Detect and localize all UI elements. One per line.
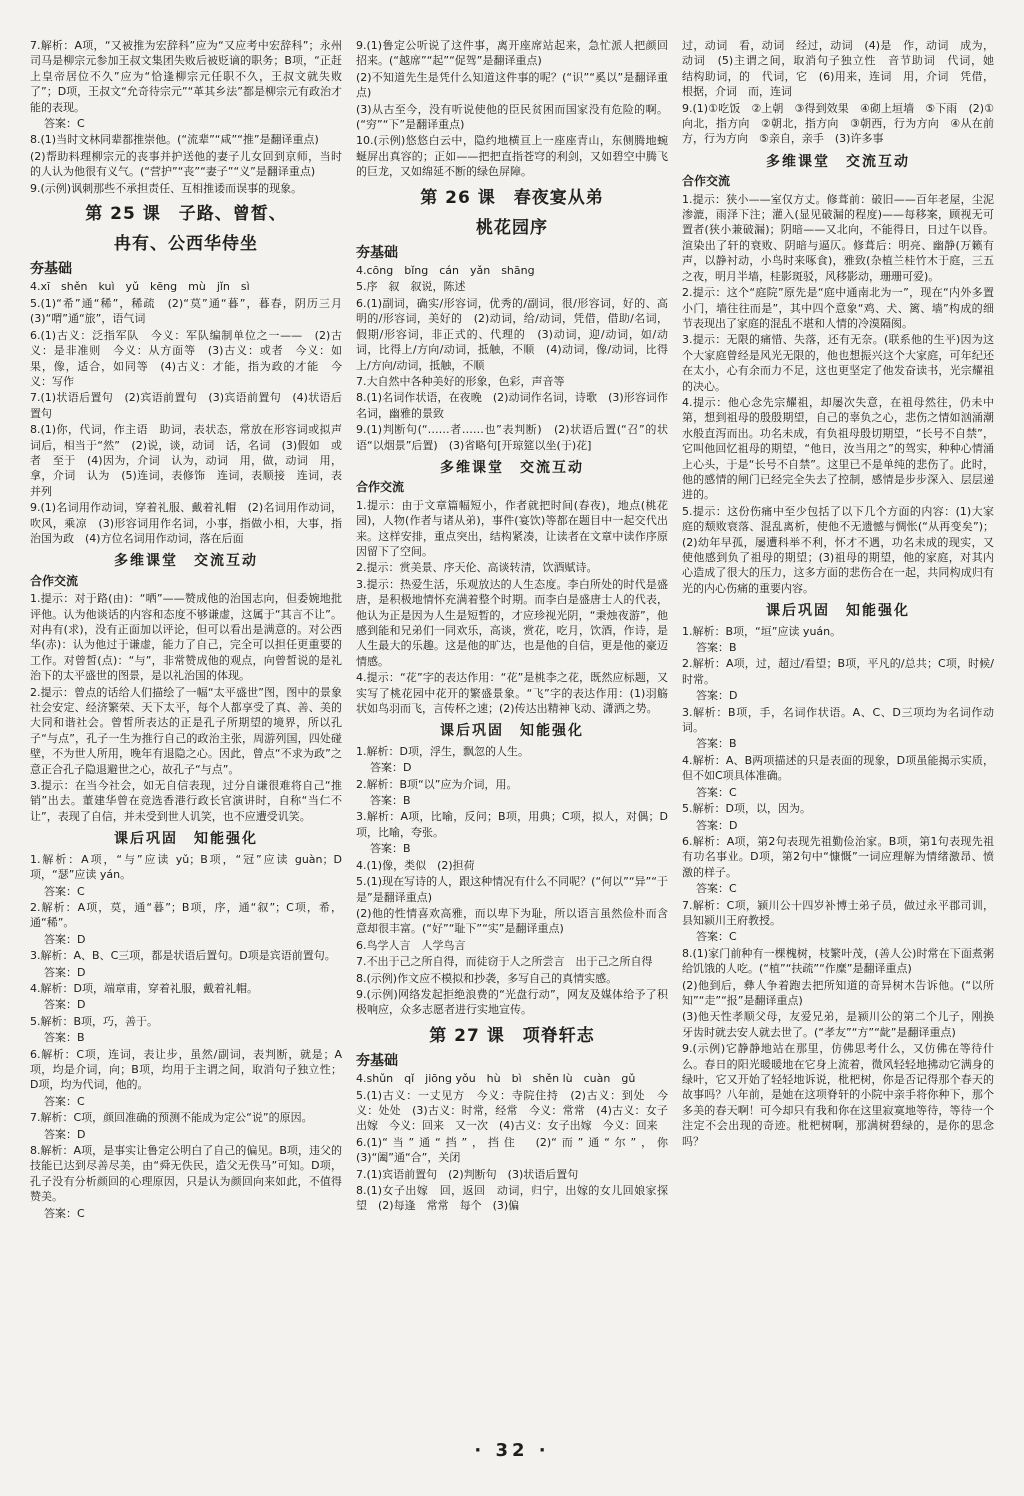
section-heading: 夯基础 bbox=[356, 244, 398, 261]
paragraph: 2.提示：赏美景、序天伦、高谈转清，饮酒赋诗。 bbox=[356, 561, 598, 575]
section-banner: 多维课堂 交流互动 bbox=[114, 553, 258, 570]
paragraph: 6.(1)副词，确实/形容词，优秀的/副词，很/形容词，好的、高明的/形容词，美好的 (2)动词，给/动词，凭借，借助/名词，假期/形容词，非正式的、代理的 (3)动词，迎/动词，如/动词，比得上/方向/动词，抵触，不顺 (4)动词，像/动词，比得上/方向/动词，抵触，不顺 bbox=[356, 296, 668, 372]
paragraph: (2)他的性情喜欢高雅，而以卑下为耻，所以语言虽然俭朴而含意却很丰富。(“好”“耻下”“实”是翻译重点) bbox=[356, 906, 668, 936]
paragraph: 3.解析：B项，手，名词作状语。A、C、D三项均为名词作动词。 bbox=[682, 705, 994, 735]
paragraph: 1.解析：A项，“与”应读 yǔ；B项，“冠”应读 guàn；D项，“瑟”应读 yán。 bbox=[30, 852, 342, 882]
paragraph: 8.(1)家门前种有一棵槐树，枝繁叶茂，(善人公)时常在下面煮粥给饥饿的人吃。(“植”“扶疏”“作糜”是翻译重点) bbox=[682, 946, 994, 976]
paragraph: 9.(1)鲁定公听说了这件事，离开座席站起来，急忙派人把颜回招来。(“越席”“起”“促驾”是翻译重点) bbox=[356, 39, 668, 68]
answer-line: 答案：C bbox=[44, 884, 85, 898]
section-banner: 课后巩固 知能强化 bbox=[766, 603, 910, 620]
paragraph: 9.(示例)网络发起拒绝浪费的“光盘行动”，网友及媒体给予了积极响应，众多志愿者进行实地宣传。 bbox=[356, 987, 668, 1017]
paragraph: (3)从古至今，没有听说使他的臣民贫困而国家没有危险的啊。(“穷”“下”是翻译重点) bbox=[356, 102, 668, 132]
paragraph: 2.提示：曾点的话给人们描绘了一幅“太平盛世”图，图中的景象社会安定、经济繁荣、天下太平，每个人都享受了真、善、美的大同和谐社会。曾皙所表达的正是孔子所期望的境界，所以孔子“与点”，孔子一生为推行自己的政治主张，周游列国，四处碰壁，不为世人所用，晚年有退隐之心。因此，曾点“不求为政”之意正合孔子隐退避世之心，故孔子“与点”。 bbox=[30, 685, 342, 776]
paragraph: (3)他天性孝顺父母，友爱兄弟，是颍川公的第二个儿子，刚换牙齿时就去安人就去世了。(“孝友”“方”“龀”是翻译重点) bbox=[682, 1010, 994, 1039]
section-heading: 夯基础 bbox=[356, 1052, 398, 1069]
paragraph: 5.(1)现在写诗的人，跟这种情况有什么不同呢？(“何以”“异”“于是”是翻译重点) bbox=[356, 875, 668, 904]
paragraph: 4.解析：D项，端章甫，穿着礼服，戴着礼帽。 bbox=[30, 981, 258, 995]
paragraph: 5.解析：D项，以，因为。 bbox=[682, 802, 811, 816]
section-banner: 多维课堂 交流互动 bbox=[766, 153, 910, 170]
paragraph: 3.提示：热爱生活，乐观放达的人生态度。李白所处的时代是盛唐，是积极地情怀充满着整个时期。而李白是盛唐士人的代表，他认为正是因为人生是短暂的，才应珍视光阴，“秉烛夜游”，他感到能和兄弟们一同欢乐，高谈，赏花，吃月，饮酒，作诗，是人生最大的乐趣。这是他的旷达，也是他的自信，更是他的豪迈情感。 bbox=[356, 577, 668, 668]
paragraph: 2.解析：A项，过，超过/看望；B项，平凡的/总共；C项，时候/时常。 bbox=[682, 657, 994, 686]
paragraph: 7.解析：A项，“又被推为宏辞科”应为“又应考中宏辞科”；永州司马是柳宗元参加王叔文集团失败后被贬谪的职务；B项，“正赶上皇帝居位不久”应为“恰逢柳宗元任职不久，王叔文就失败了”；D项，王叔文“允奇待宗元”“革其乡法”都是柳宗元有政治才能的表现。 bbox=[30, 39, 342, 114]
subsection-heading: 合作交流 bbox=[682, 174, 731, 189]
answer-line: 答案：C bbox=[44, 117, 85, 131]
paragraph: 7.(1)宾语前置句 (2)判断句 (3)状语后置句 bbox=[356, 1167, 579, 1181]
paragraph: 8.(1)女子出嫁 回，返回 动词，归宁，出嫁的女儿回娘家探望 (2)每逢 常常 每个 (3)偏 bbox=[356, 1184, 668, 1213]
answer-line: 答案：C bbox=[696, 882, 737, 896]
paragraph: 4.cōng bǐng cán yǎn shāng bbox=[356, 264, 535, 278]
paragraph: 7.大自然中各种美好的形象，色彩，声音等 bbox=[356, 374, 565, 388]
answer-line: 答案：B bbox=[370, 842, 411, 856]
answer-line: 答案：D bbox=[44, 932, 86, 946]
answer-line: 答案：D bbox=[696, 689, 738, 703]
paragraph: 3.提示：在当今社会，如无自信表现，过分自谦很难将自己“推销”出去。董建华曾在竞选香港行政长官演讲时，自称“当仁不让”，表现了自信，并未受到世人讥笑，也不应遭受讥笑。 bbox=[30, 779, 342, 823]
answer-line: 答案：D bbox=[44, 1127, 86, 1141]
section-banner: 课后巩固 知能强化 bbox=[440, 723, 584, 740]
lesson-title: 第 25 课 子路、曾皙、 bbox=[85, 204, 287, 225]
answer-line: 答案：B bbox=[370, 794, 411, 808]
paragraph: 4.xī shěn kuì yǔ kēng mù jǐn sì bbox=[30, 280, 250, 294]
answer-line: 答案：B bbox=[44, 1031, 85, 1045]
subsection-heading: 合作交流 bbox=[356, 480, 405, 495]
paragraph: 9.(1)判断句(“……者……也”表判断) (2)状语后置(“召”的状语“以烟景”后置) (3)省略句[开琼筵以坐(于)花] bbox=[356, 423, 668, 452]
paragraph: 7.不出于己之所自得，而徒窃于人之所尝言 出于己之所自得 bbox=[356, 955, 653, 969]
paragraph: (2)不知道先生是凭什么知道这件事的呢？(“识”“奚以”是翻译重点) bbox=[356, 70, 668, 100]
paragraph: 6.(1)古义：泛指军队 今义：军队编制单位之一—— (2)古义：是非准则 今义：从方面等 (3)古义：或者 今义：如果，像，适合，如同等 (4)古义：才能，指为政的才能 今义：写作 bbox=[30, 328, 342, 388]
paragraph: 过，动词 看，动词 经过，动词 (4)是 作，动词 成为，动词 (5)主谓之间，取消句子独立性 音节助词 代词，她 结构助词，的 代词，它 (6)用来，连词 用，介词 凭借，根据，介词 而，连词 bbox=[682, 39, 1005, 99]
paragraph: 5.序 叙 叙说，陈述 bbox=[356, 280, 466, 294]
answer-line: 答案：D bbox=[44, 965, 86, 979]
lesson-title: 冉有、公西华侍坐 bbox=[114, 234, 258, 255]
paragraph: (2)他到后，彝人争着跑去把所知道的奇异树木告诉他。(“以所知”“走”“报”是翻译重点) bbox=[682, 978, 994, 1007]
paragraph: 6.解析：C项，连词，表让步，虽然/副词，表判断，就是；A项，均是介词，向；B项，均用于主谓之间，取消句子独立性；D项，均为代词，他的。 bbox=[30, 1047, 342, 1092]
paragraph: 1.提示：狭小——室仅方丈。修葺前：破旧——百年老屋，尘泥渗漉，雨泽下注；灌入(显见破漏的程度)——每移案，顾视无可置者(狭小兼破漏)；阴暗——又北向，不能得日，日过午以昏。渲染出了轩的衰败、阴暗与逼仄。修葺后：明亮、幽静(万籁有声，以静衬动，小鸟时来啄食)，雅致(杂植兰桂竹木于庭，三五之夜，明月半墙，桂影斑驳，风移影动，珊珊可爱)。 bbox=[682, 192, 994, 283]
paragraph: 6.(1)“当”通“挡”，挡住 (2)“而”通“尔”，你 (3)“阖”通“合”，关闭 bbox=[356, 1135, 679, 1165]
paragraph: 4.提示：他心念先宗耀祖，却屡次失意，在祖母然往，仍未中第，想到祖母的殷殷期望，自己的辜负之心，悲伤之情如汹涌潮水般直泻而出。功名未成，有负祖母殷切期望，“长号不自禁”，它叫他回忆祖母的期望，“他日，汝当用之”的驾实，种种心情涌上心头，于是“长号不自禁”。这里已不是单纯的悲伤了。此时，他的感情的闸门已经完全失去了控制，感情是步步深入、层层递进的。 bbox=[682, 395, 994, 502]
columns bbox=[30, 38, 1005, 1438]
paragraph: 5.解析：B项，巧，善于。 bbox=[30, 1014, 159, 1028]
section-heading: 夯基础 bbox=[30, 261, 72, 278]
paragraph: 8.(1)你，代词，作主语 助词，表状态，常放在形容词或拟声词后，相当于“然” (2)说，谈，动词 话，名词 (3)假如 或者 至于 (4)因为，介词 认为，动词 用，做，动词 用，拿，介词 认为 (5)连词，表修饰 连词，表顺接 连词，表并列 bbox=[30, 423, 342, 498]
paragraph: 7.解析：C项，颜回准确的预测不能成为定公“说”的原因。 bbox=[30, 1111, 313, 1125]
paragraph: (2)帮助料理柳宗元的丧事并护送他的妻子儿女回到京师，当时的人认为他很有义气。(“营护”“丧”“妻子”“义”是翻译重点) bbox=[30, 149, 342, 179]
subsection-heading: 合作交流 bbox=[30, 573, 79, 588]
answer-line: 答案：B bbox=[696, 641, 737, 655]
column-middle bbox=[356, 38, 679, 1438]
paragraph: 4.解析：A、B两项描述的只是表面的现象，D项虽能揭示实质，但不如C项具体准确。 bbox=[682, 753, 994, 783]
paragraph: 3.提示：无限的痛惜、失落，还有无奈。(联系他的生平)因为这个大家庭曾经是风光无限的，他也想振兴这个大家庭，可年纪还在太小，心有余而力不足，这也更坚定了他发奋读书，光宗耀祖的决心。 bbox=[682, 333, 994, 393]
paragraph: 8.(1)当时文林同辈都推崇他。(“流辈”“咸”“推”是翻译重点) bbox=[30, 133, 319, 147]
lesson-title: 第 27 课 项脊轩志 bbox=[429, 1025, 595, 1046]
paragraph: 2.提示：这个“庭院”原先是“庭中通南北为一”，现在“内外多置小门，墙往往而是”，其中四个意象“鸡、犬、篱、墙”构成的细节表现出了家庭的混乱不堪和人情的冷漠隔阂。 bbox=[682, 286, 994, 330]
section-banner: 课后巩固 知能强化 bbox=[114, 831, 258, 848]
paragraph: 10.(示例)悠悠白云中，隐约地横亘上一座座青山，东侧腾地蜿蜒屏出真容的；正如——把把直指苍穹的利剑，又如碧空中腾飞的巨龙，又如绵延不断的绿色屏障。 bbox=[356, 134, 668, 179]
paragraph: 2.解析：A项，莫，通“暮”；B项，序，通“叙”；C项，希，通“稀”。 bbox=[30, 900, 342, 930]
paragraph: 7.(1)状语后置句 (2)宾语前置句 (3)宾语前置句 (4)状语后置句 bbox=[30, 391, 342, 420]
answer-line: 答案：B bbox=[696, 737, 737, 751]
answer-line: 答案：D bbox=[696, 818, 738, 832]
paragraph: 9.(1)名词用作动词，穿着礼服、戴着礼帽 (2)名词用作动词，吹风，乘凉 (3)形容词用作名词，小事，指做小相，大事，指治国为政 (4)方位名词用作动词，落在后面 bbox=[30, 501, 342, 545]
paragraph: 8.(1)名词作状语，在夜晚 (2)动词作名词，诗歌 (3)形容词作名词，幽雅的景致 bbox=[356, 391, 668, 420]
paragraph: 9.(示例)讽刺那些不承担责任、互相推诿而误事的现象。 bbox=[30, 181, 303, 195]
paragraph: 2.解析：B项“以”应为介词，用。 bbox=[356, 777, 518, 791]
answer-line: 答案：C bbox=[44, 1206, 85, 1220]
answer-line: 答案：C bbox=[696, 785, 737, 799]
paragraph: 1.提示：由于文章篇幅短小，作者就把时间(春夜)，地点(桃花园)，人物(作者与诸从弟)，事件(宴饮)等都在题目中一起交代出来。这样安排，重点突出，结构紧凑，让读者在文章中读作序原因留下了空间。 bbox=[356, 498, 668, 558]
paragraph: 1.解析：B项，“垣”应读 yuán。 bbox=[682, 624, 842, 638]
paragraph: 7.解析：C项，颍川公十四岁补博士弟子员，做过永平郡司训，县知颍川王府教授。 bbox=[682, 898, 994, 927]
section-banner: 多维课堂 交流互动 bbox=[440, 459, 584, 476]
answer-line: 答案：C bbox=[696, 930, 737, 944]
paragraph: 9.(示例)它静静地站在那里，仿佛思考什么，又仿佛在等待什么。春日的阳光暖暖地在它身上流着，微风轻轻地拂动它满身的绿叶，它又开始了轻轻地诉说，枇杷树，你是否记得那个春天的故事吗？八年前，是她在这项脊轩的小院中亲手将你种下，那个多美的春天啊！可今却只有我和你在这里寂寞地等待，等待一个注定不会出现的奇迹。枇杷树啊，那满树碧绿的，是你的思念吗？ bbox=[682, 1042, 994, 1148]
paragraph: 1.解析：D项，浮生，飘忽的人生。 bbox=[356, 744, 529, 758]
answer-line: 答案：D bbox=[370, 761, 412, 775]
answer-line: 答案：C bbox=[44, 1094, 85, 1108]
paragraph: 4.shǔn qǐ jiōng yǒu hù bì shěn lù cuàn gǔ bbox=[356, 1072, 636, 1086]
paragraph: 5.提示：这份伤痛中至少包括了以下几个方面的内容：(1)大家庭的颓败衰落、混乱离析，使他不无遗憾与惆怅(“从再变矣”)；(2)幼年早孤，屡遭科举不利，怀才不遇，功名未成的现实，又使他感到负了祖母的期望；(3)祖母的期望，他的家庭，对其内心造成了很大的压力，这多方面的悲伤合在一起，共同构成归有光的内心伤痛的重要内容。 bbox=[682, 504, 994, 595]
paragraph: 1.提示：对于路(由)：“哂”——赞成他的治国志向，但委婉地批评他。认为他谈话的内容和态度不够谦虚，这属于“其言不让”。对冉有(求)，没有正面加以评论，但可以看出是满意的。对公西华(赤)：认为他过于谦虚，能力了自己，完全可以担任更重要的工作。对曾皙(点)：“与”，非常赞成他的观点，向曾皙说的是礼治下的太平盛世的图景，是以礼治国的体现。 bbox=[30, 592, 342, 683]
paragraph: 3.解析：A项，比喻，反问；B项，用典；C项，拟人，对偶；D项，比喻，夸张。 bbox=[356, 810, 668, 839]
lesson-title: 第 26 课 春夜宴从弟 bbox=[420, 187, 604, 208]
column-left bbox=[30, 38, 353, 1438]
paragraph: 5.(1)古义：一丈见方 今义：寺院住持 (2)古义：到处 今义：处处 (3)古义：时常，经常 今义：常常 (4)古义：女子出嫁 今义：回来 又一次 (4)古义：女子出嫁 今义：回来 bbox=[356, 1088, 668, 1133]
paragraph: 4.(1)像，类似 (2)担荷 bbox=[356, 858, 475, 872]
paragraph: 6.鸟学人言 人学鸟言 bbox=[356, 938, 466, 952]
column-right bbox=[682, 38, 1005, 1438]
paragraph: 9.(1)①吃饭 ②上朝 ③得到效果 ④砌上垣墙 ⑤下雨 (2)①向北，指方向 ②朝北，指方向 ③朝西，行为方向 ④从在前方，行为方向 ⑤亲自，亲手 (3)许多事 bbox=[682, 101, 994, 146]
paragraph: 3.解析：A、B、C三项，都是状语后置句。D项是宾语前置句。 bbox=[30, 949, 336, 963]
paragraph: 6.解析：A项，第2句表现先祖勤俭治家。B项，第1句表现先祖有功名事业。D项，第2句中“慷慨”一词应理解为情绪激昂、愤激的样子。 bbox=[682, 834, 994, 879]
paragraph: 8.解析：A项，是事实让鲁定公明白了自己的偏见。B项，违父的技能已达到尽善尽美，由“舜无佚民，造父无佚马”可知。D项，孔子没有分析颜回的心理原因，只是认为颜回向来如此，不值得赞美。 bbox=[30, 1144, 342, 1204]
page-number: · 32 · bbox=[474, 1440, 550, 1461]
paragraph: 8.(示例)作文应不模拟和抄袭，多写自己的真情实感。 bbox=[356, 971, 618, 985]
lesson-title: 桃花园序 bbox=[476, 217, 548, 238]
paragraph: 4.提示：“花”字的表达作用：“花”是桃李之花，既然应标题，又实写了桃花园中花开的繁盛景象。“飞”字的表达作用：(1)羽觞状如鸟羽而飞，言传杯之速；(2)传达出精神飞动、潇洒之势。 bbox=[356, 671, 668, 716]
answer-line: 答案：D bbox=[44, 998, 86, 1012]
paragraph: 5.(1)“希”通“稀”，稀疏 (2)“莫”通“暮”，暮春，阴历三月 (3)“喟”通“旅”，语气词 bbox=[30, 296, 353, 326]
